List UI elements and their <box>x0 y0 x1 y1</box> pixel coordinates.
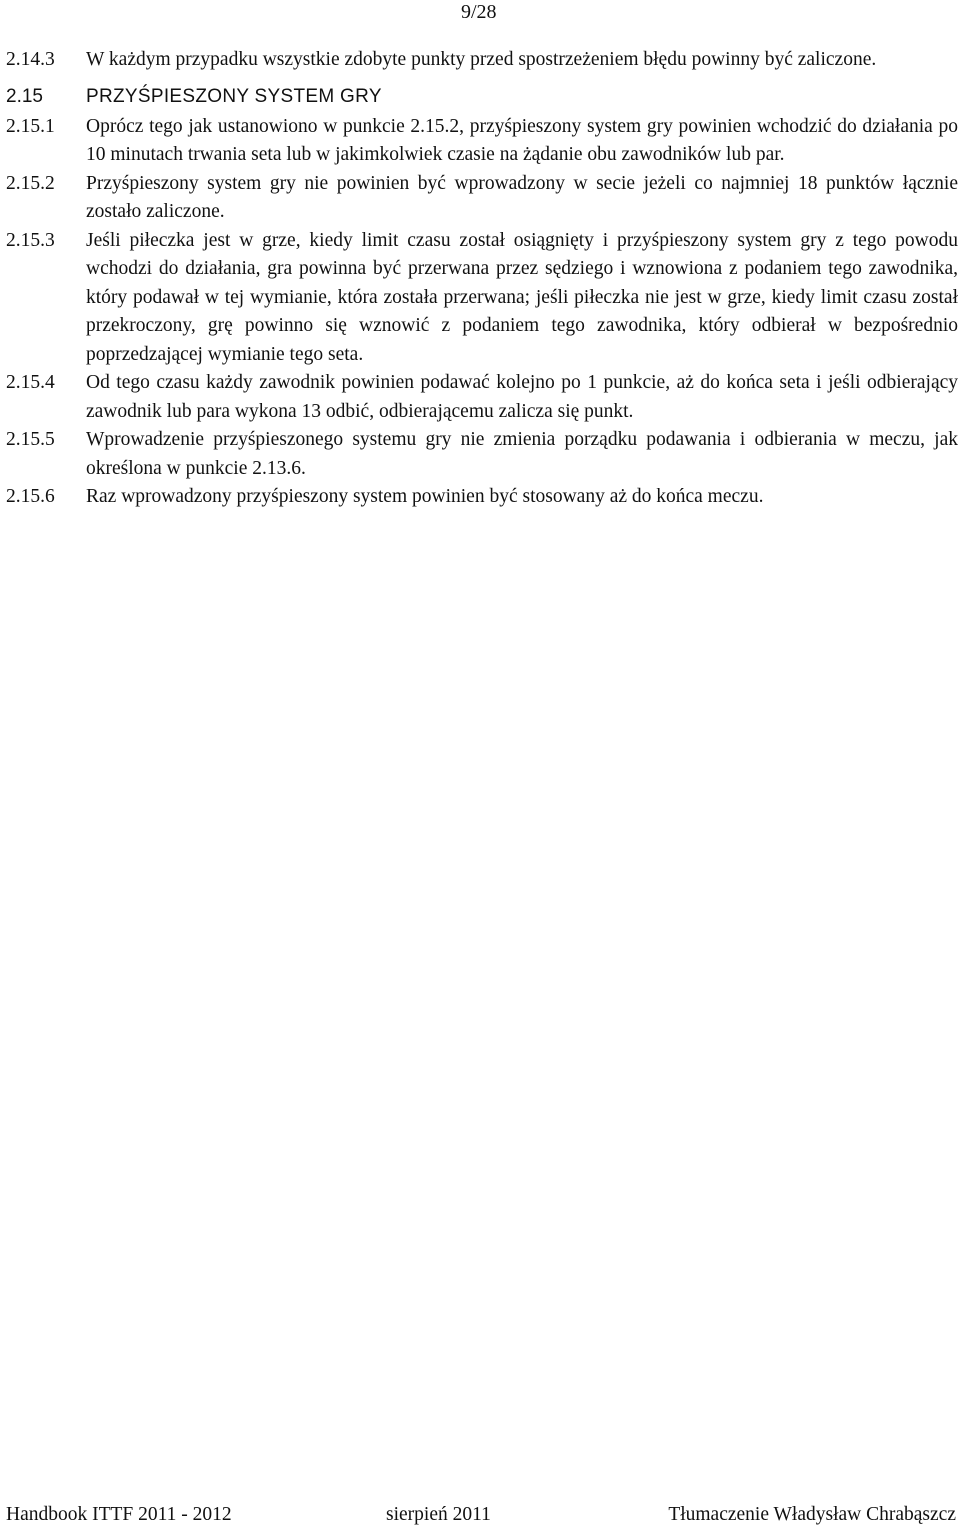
paragraph-number: 2.15.2 <box>6 172 55 194</box>
page-footer <box>6 1502 956 1528</box>
footer-handbook: Handbook ITTF 2011 - 2012 <box>6 1504 232 1525</box>
paragraph-2-14-3 <box>6 46 958 75</box>
paragraph-2-15-5 <box>6 426 958 483</box>
paragraph-text: Oprócz tego jak ustanowiono w punkcie 2.15.2, przyśpieszony system gry powinien wchodzić do działania po 10 minutach trwania seta lub w jakimkolwiek czasie na żądanie obu zawodników lub par. <box>86 115 958 165</box>
paragraph-number: 2.15.6 <box>6 486 55 507</box>
paragraph-2-15-2 <box>6 170 958 227</box>
paragraph-text: Raz wprowadzony przyśpieszony system powinien być stosowany aż do końca meczu. <box>86 486 764 507</box>
paragraph-text: Jeśli piłeczka jest w grze, kiedy limit czasu został osiągnięty i przyśpieszony system gry z tego powodu wchodzi do działania, gra powinna być przerwana przez sędziego i wznowiona z podaniem tego zawodnika, który podawał w tej wymianie, która została przerwana; jeśli piłeczka nie jest w grze, kiedy limit czasu został przekroczony, grę powinno się wznowić z podaniem tego zawodnika, który odbierał w bezpośrednio poprzedzającej wymianie tego seta. <box>86 229 958 365</box>
footer-translator: Tłumaczenie Władysław Chrabąszcz <box>668 1504 956 1525</box>
footer-date: sierpień 2011 <box>386 1504 491 1525</box>
section-title: PRZYŚPIESZONY SYSTEM GRY <box>86 85 382 107</box>
paragraph-number: 2.15.4 <box>6 372 55 393</box>
paragraph-number: 2.15.5 <box>6 429 55 450</box>
paragraph-text: Wprowadzenie przyśpieszonego systemu gry nie zmienia porządku podawania i odbierania w meczu, jak określona w punkcie 2.13.6. <box>86 429 958 479</box>
paragraph-2-15-6 <box>6 483 958 512</box>
paragraph-number: 2.15.1 <box>6 115 55 137</box>
section-heading-2-15 <box>6 83 958 111</box>
paragraph-text: W każdym przypadku wszystkie zdobyte punkty przed spostrzeżeniem błędu powinny być zaliczone. <box>86 49 877 70</box>
section-number: 2.15 <box>6 85 43 107</box>
paragraph-text: Od tego czasu każdy zawodnik powinien podawać kolejno po 1 punkcie, aż do końca seta i jeśli odbierający zawodnik lub para wykona 13 odbić, odbierającemu zalicza się punkt. <box>86 372 958 422</box>
paragraph-2-15-3 <box>6 227 958 370</box>
paragraph-2-15-1 <box>6 113 958 170</box>
document-body <box>6 46 958 512</box>
paragraph-number: 2.14.3 <box>6 49 55 70</box>
paragraph-text: Przyśpieszony system gry nie powinien być wprowadzony w secie jeżeli co najmniej 18 punktów łącznie zostało zaliczone. <box>86 172 958 222</box>
paragraph-2-15-4 <box>6 369 958 426</box>
page-number: 9/28 <box>461 1 497 23</box>
paragraph-number: 2.15.3 <box>6 229 55 251</box>
